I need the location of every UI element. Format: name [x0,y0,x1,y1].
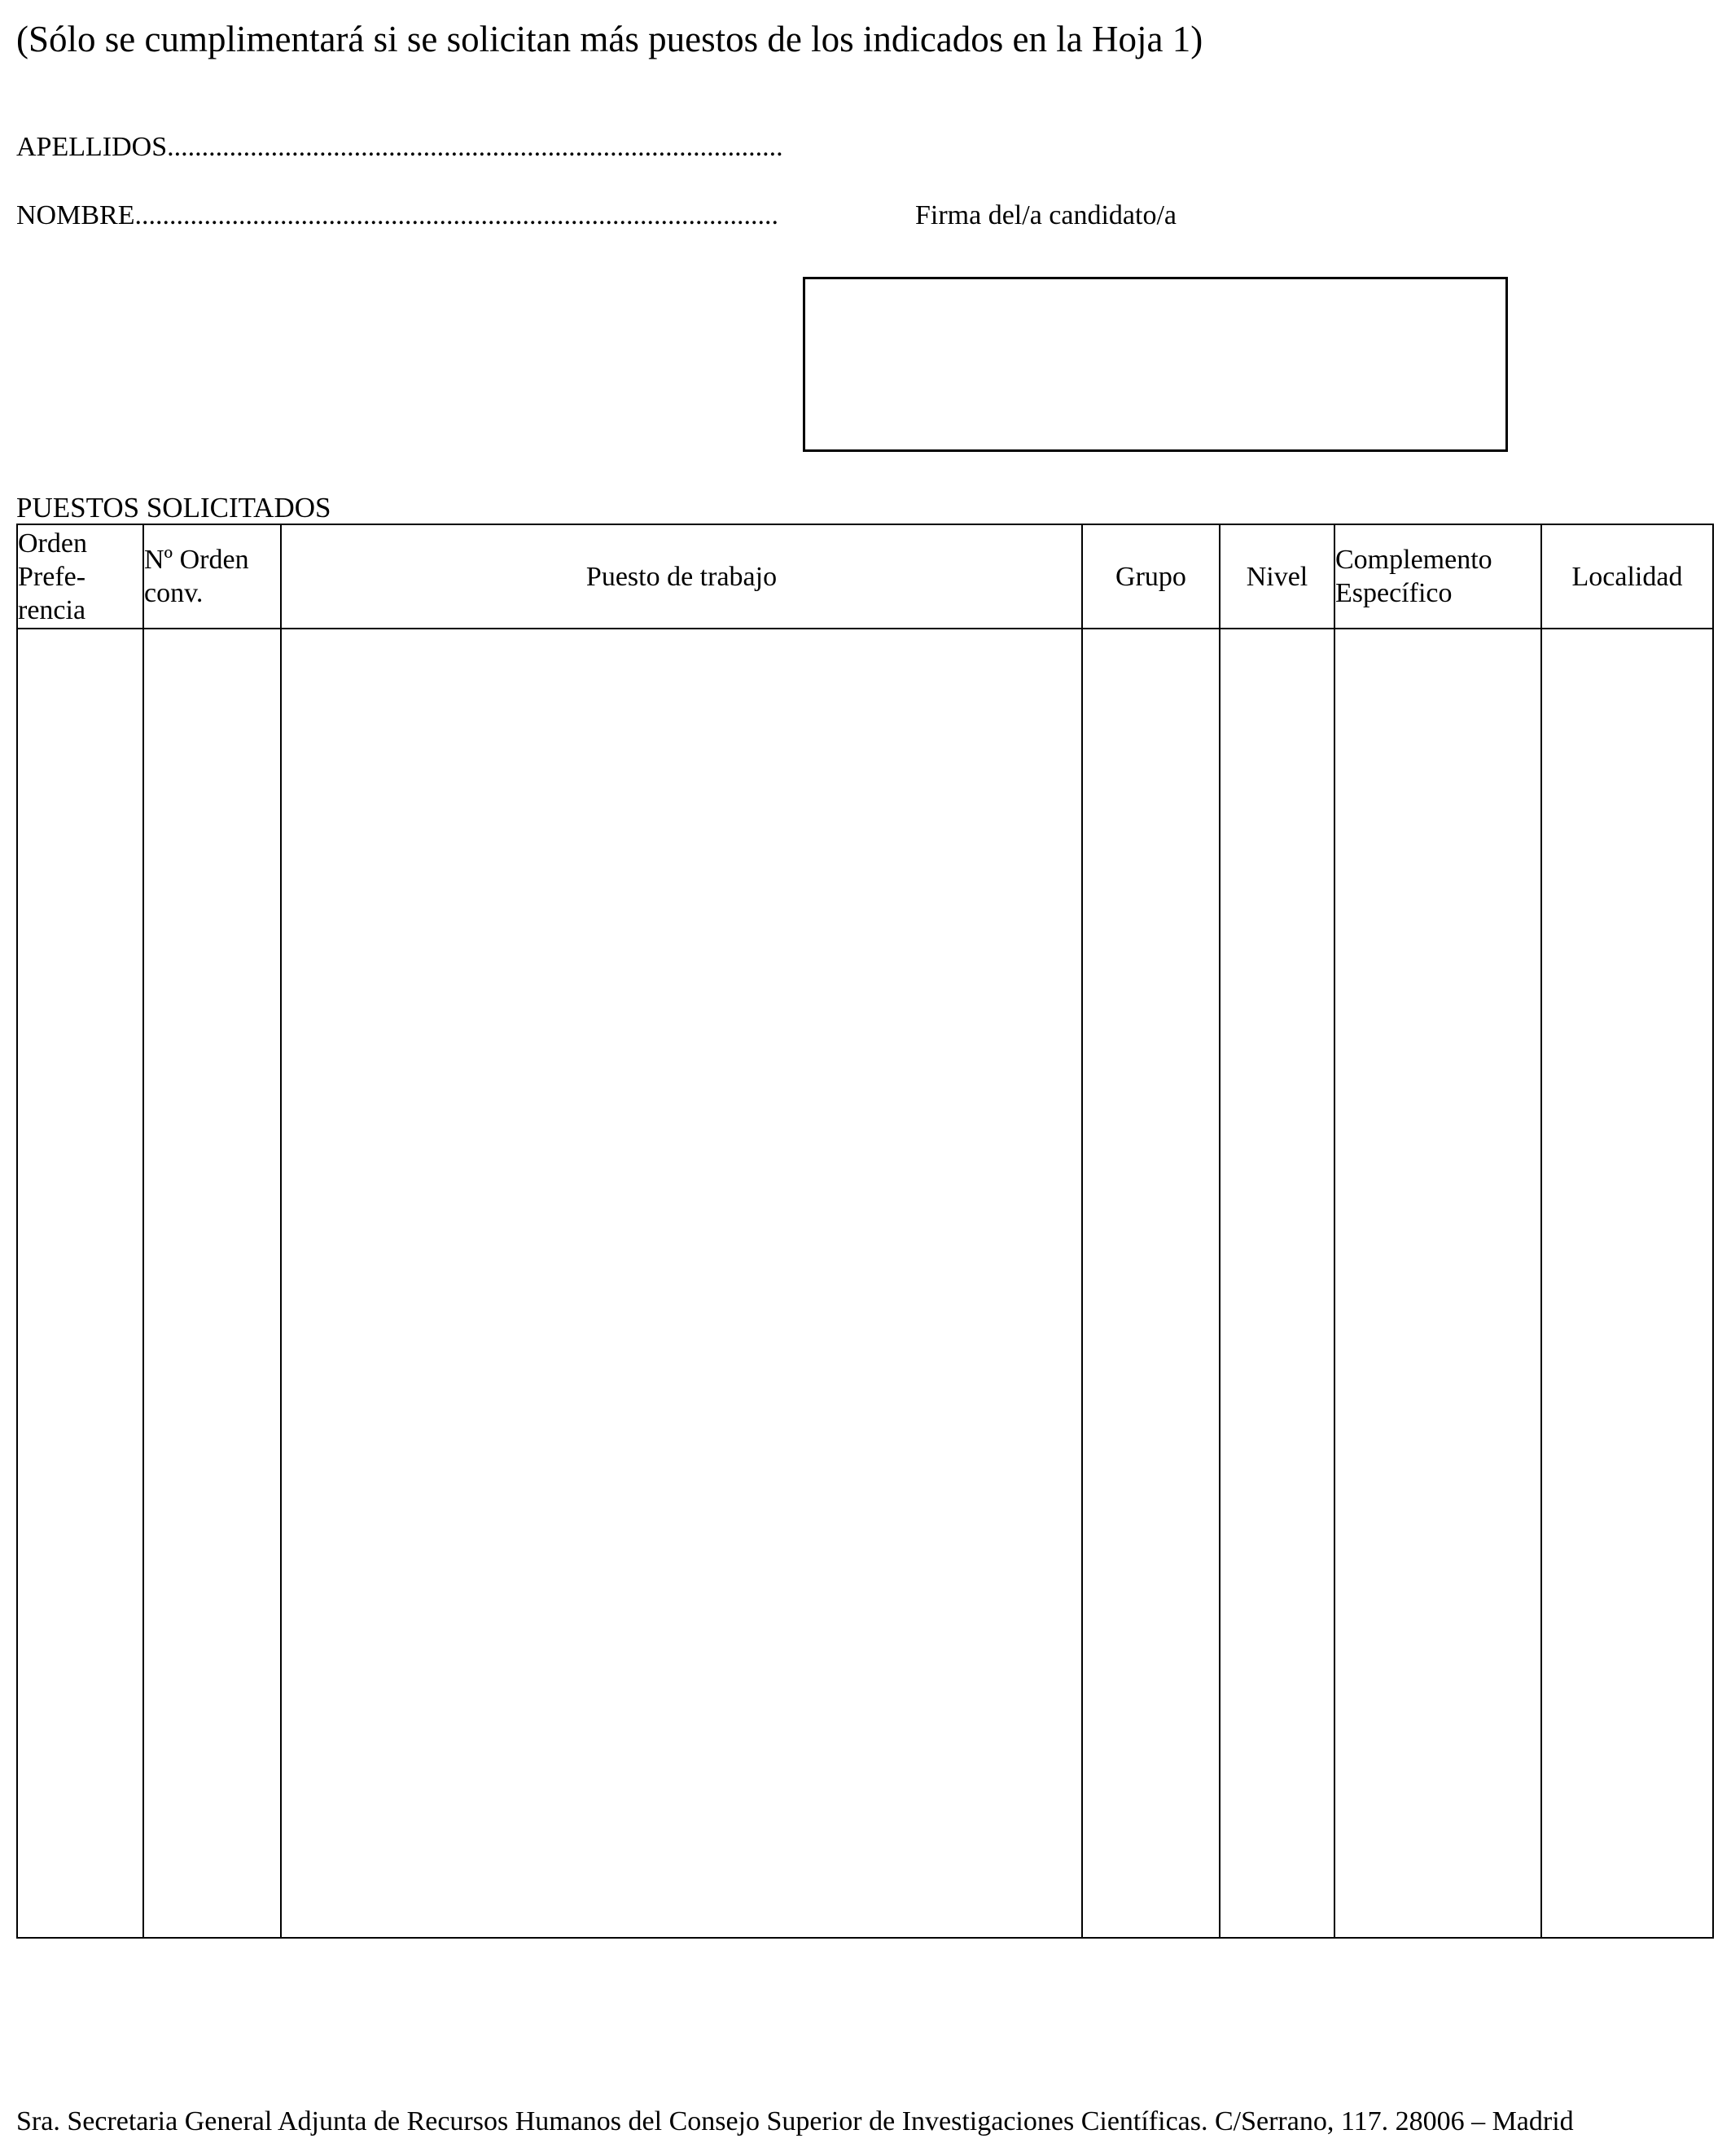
table-header-row [17,524,1713,629]
header-grupo: Grupo [1082,524,1220,629]
header-orden-preferencia-line: rencia [18,594,86,625]
cell-complemento-especifico[interactable] [1334,629,1541,1938]
table-row [17,629,1713,1938]
header-puesto-de-trabajo: Puesto de trabajo [281,524,1082,629]
section-title: PUESTOS SOLICITADOS [16,492,331,524]
header-complemento-especifico-line: Específico [1335,578,1453,608]
header-orden-preferencia-line: Orden [18,528,87,559]
header-n-orden-conv [143,524,281,629]
cell-n-orden-conv[interactable] [143,629,281,1938]
form-instruction: (Sólo se cumplimentará si se solicitan más puestos de los indicados en la Hoja 1) [16,19,1203,59]
cell-grupo[interactable] [1082,629,1220,1938]
header-orden-preferencia [17,524,143,629]
apellidos-field[interactable]: APELLIDOS......................................................................................... [16,132,783,162]
nombre-field[interactable]: NOMBRE............................................................................................. [16,200,778,230]
header-localidad: Localidad [1541,524,1713,629]
header-complemento-especifico [1334,524,1541,629]
puestos-table [16,524,1714,1939]
cell-orden-preferencia[interactable] [17,629,143,1938]
firma-label: Firma del/a candidato/a [915,200,1177,230]
signature-box[interactable] [803,277,1508,452]
cell-nivel[interactable] [1220,629,1334,1938]
header-nivel: Nivel [1220,524,1334,629]
header-orden-preferencia-line: Prefe- [18,561,86,592]
cell-puesto-de-trabajo[interactable] [281,629,1082,1938]
footer-address: Sra. Secretaria General Adjunta de Recursos Humanos del Consejo Superior de Investigaciones Científicas. C/Serrano, 117. 28006 – Madrid [16,2106,1574,2136]
cell-localidad[interactable] [1541,629,1713,1938]
header-complemento-especifico-line: Complemento [1335,545,1492,575]
header-n-orden-conv-line: conv. [144,578,204,608]
header-n-orden-conv-line: Nº Orden [144,545,249,575]
